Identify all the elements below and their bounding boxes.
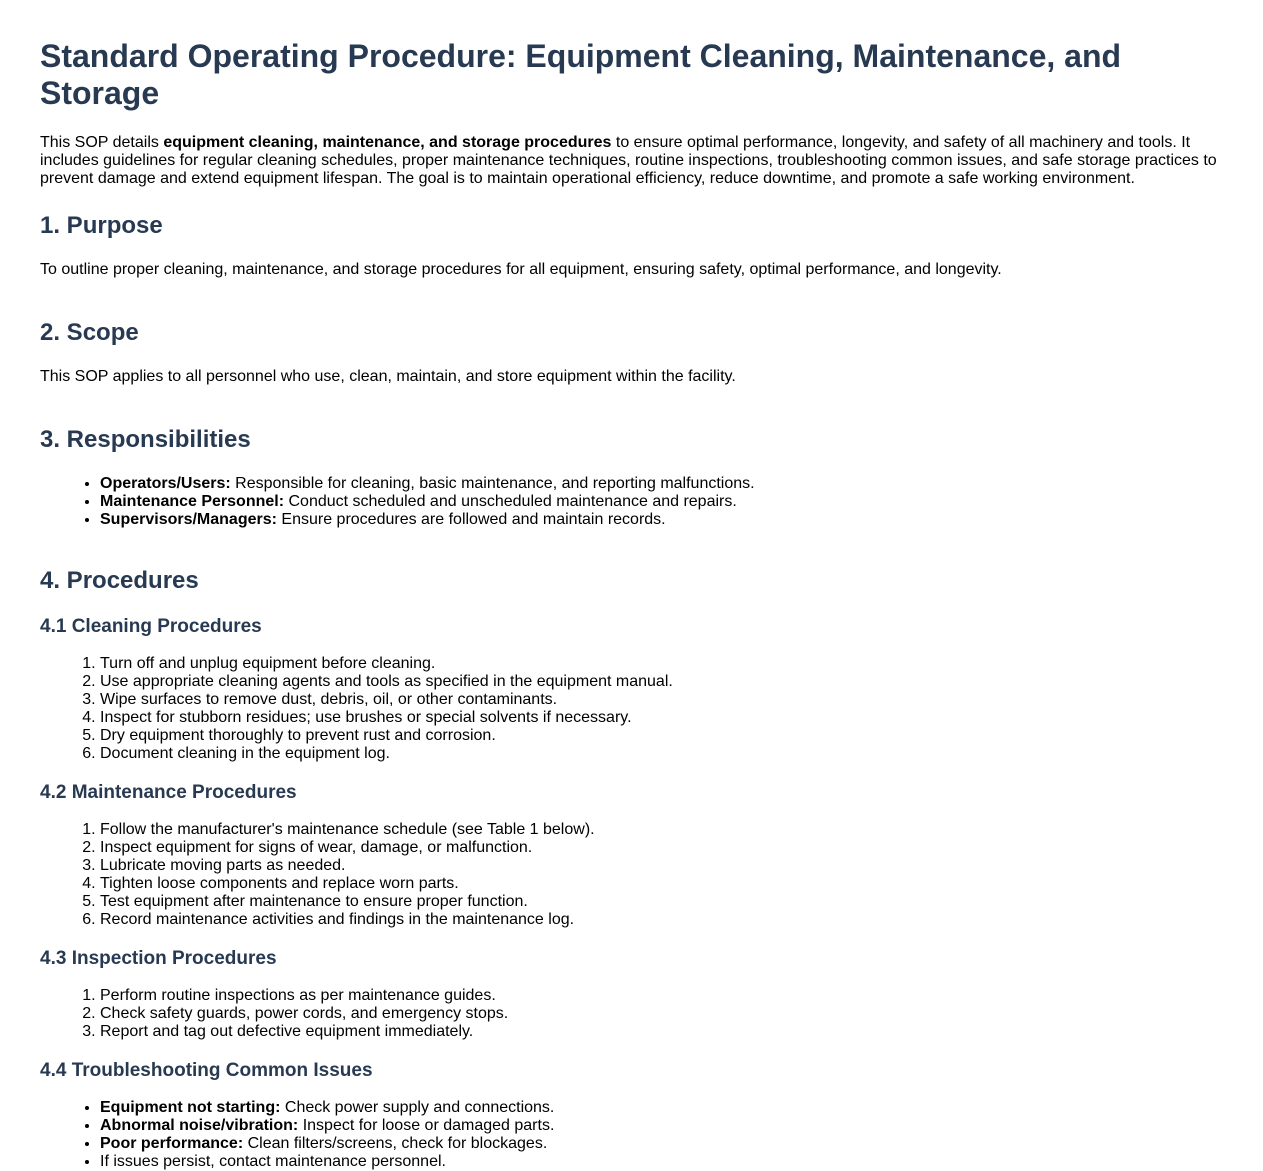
item-desc: Ensure procedures are followed and maintain records. <box>276 511 666 528</box>
purpose-heading: 1. Purpose <box>40 212 163 239</box>
item-desc: Conduct scheduled and unscheduled maintenance and repairs. <box>284 493 737 510</box>
list-item: 1. Turn off and unplug equipment before cleaning. <box>100 655 1223 673</box>
maintenance-steps <box>40 821 1223 929</box>
item-desc: Clean filters/screens, check for blockages. <box>243 1135 548 1152</box>
list-item: 3. Report and tag out defective equipment immediately. <box>100 1023 1223 1041</box>
list-item: 5. Dry equipment thoroughly to prevent rust and corrosion. <box>100 727 1223 745</box>
page-title: Standard Operating Procedure: Equipment Cleaning, Maintenance, and Storage <box>40 38 1122 111</box>
item-desc: Check power supply and connections. <box>280 1099 555 1116</box>
intro-text-before: This SOP details <box>40 134 164 151</box>
cleaning-heading: 4.1 Cleaning Procedures <box>40 616 262 637</box>
list-item <box>100 1099 1223 1117</box>
list-item: 4. Tighten loose components and replace worn parts. <box>100 875 1223 893</box>
procedures-heading: 4. Procedures <box>40 567 199 594</box>
item-term: Abnormal noise/vibration: <box>100 1117 299 1134</box>
list-item: 2. Check safety guards, power cords, and emergency stops. <box>100 1005 1223 1023</box>
list-item: 3. Lubricate moving parts as needed. <box>100 857 1223 875</box>
scope-heading: 2. Scope <box>40 319 139 346</box>
item-term: Poor performance: <box>100 1135 244 1152</box>
list-item <box>100 1135 1223 1153</box>
intro-paragraph <box>40 134 1223 188</box>
list-item <box>100 493 1223 511</box>
list-item: 5. Test equipment after maintenance to ensure proper function. <box>100 893 1223 911</box>
purpose-text: To outline proper cleaning, maintenance, and storage procedures for all equipment, ensuring safety, optimal performance, and longevity. <box>40 261 1002 278</box>
item-desc: Inspect for loose or damaged parts. <box>298 1117 555 1134</box>
list-item <box>100 1153 1223 1171</box>
item-term: Equipment not starting: <box>100 1099 281 1116</box>
list-item: 1. Perform routine inspections as per maintenance guides. <box>100 987 1223 1005</box>
maintenance-heading: 4.2 Maintenance Procedures <box>40 782 297 803</box>
intro-text-after: to ensure optimal performance, longevity, and safety of all machinery and tools. It includes guidelines for regular cleaning schedules, proper maintenance techniques, routine inspections, troubleshooting common issues, and safe storage practices to prevent damage and extend equipment lifespan. The goal is to maintain operational efficiency, reduce downtime, and promote a safe working environment. <box>40 134 1217 187</box>
list-item: 6. Record maintenance activities and findings in the maintenance log. <box>100 911 1223 929</box>
item-desc: If issues persist, contact maintenance personnel. <box>100 1153 446 1170</box>
item-term: Maintenance Personnel: <box>100 493 285 510</box>
cleaning-steps <box>40 655 1223 763</box>
responsibilities-heading: 3. Responsibilities <box>40 426 251 453</box>
troubleshooting-heading: 4.4 Troubleshooting Common Issues <box>40 1060 373 1081</box>
responsibilities-list <box>40 475 1223 529</box>
inspection-steps <box>40 987 1223 1041</box>
list-item <box>100 475 1223 493</box>
troubleshooting-list <box>40 1099 1223 1171</box>
list-item: 3. Wipe surfaces to remove dust, debris, oil, or other contaminants. <box>100 691 1223 709</box>
list-item <box>100 1117 1223 1135</box>
list-item: 2. Inspect equipment for signs of wear, damage, or malfunction. <box>100 839 1223 857</box>
scope-text: This SOP applies to all personnel who use, clean, maintain, and store equipment within the facility. <box>40 368 736 385</box>
inspection-heading: 4.3 Inspection Procedures <box>40 948 277 969</box>
list-item <box>100 511 1223 529</box>
list-item: 2. Use appropriate cleaning agents and tools as specified in the equipment manual. <box>100 673 1223 691</box>
item-term: Supervisors/Managers: <box>100 511 277 528</box>
list-item: 4. Inspect for stubborn residues; use brushes or special solvents if necessary. <box>100 709 1223 727</box>
item-desc: Responsible for cleaning, basic maintenance, and reporting malfunctions. <box>230 475 755 492</box>
intro-text-bold: equipment cleaning, maintenance, and storage procedures <box>163 134 612 151</box>
list-item: 1. Follow the manufacturer's maintenance schedule (see Table 1 below). <box>100 821 1223 839</box>
list-item: 6. Document cleaning in the equipment log. <box>100 745 1223 763</box>
item-term: Operators/Users: <box>100 475 231 492</box>
